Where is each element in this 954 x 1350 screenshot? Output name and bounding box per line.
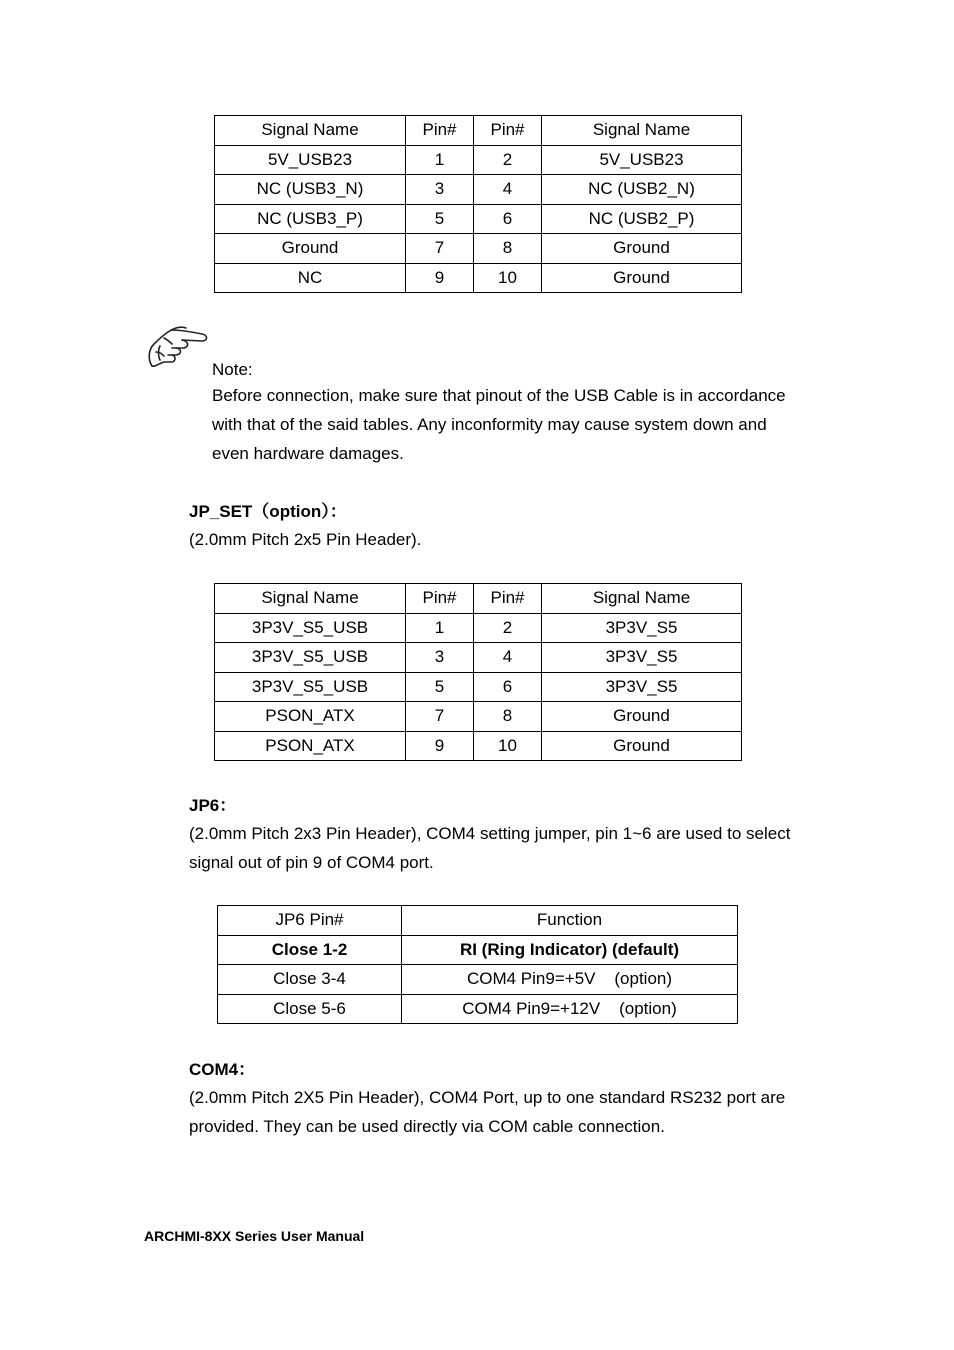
- table-row: [215, 643, 742, 673]
- table-header-row: [215, 584, 742, 614]
- com4-description-line: provided. They can be used directly via COM cable connection.: [189, 1117, 665, 1136]
- table-cell: Ground: [542, 731, 742, 761]
- table-cell: 8: [474, 702, 542, 732]
- table-cell: Close 1-2: [218, 935, 402, 965]
- note-text-line: Before connection, make sure that pinout of the USB Cable is in accordance: [212, 386, 786, 405]
- note-text-line: even hardware damages.: [212, 444, 404, 463]
- jpset-description: (2.0mm Pitch 2x5 Pin Header).: [189, 530, 422, 549]
- table-cell: Ground: [542, 263, 742, 293]
- com4-description-line: (2.0mm Pitch 2X5 Pin Header), COM4 Port, up to one standard RS232 port are: [189, 1088, 786, 1107]
- table-cell: 2: [474, 145, 542, 175]
- table-cell: 3P3V_S5: [542, 613, 742, 643]
- note-label: Note:: [212, 360, 253, 379]
- table-cell: COM4 Pin9=+5V (option): [402, 965, 738, 995]
- header-cell: Function: [402, 906, 738, 936]
- table-cell: 10: [474, 263, 542, 293]
- table-cell: 4: [474, 175, 542, 205]
- table-cell: 6: [474, 204, 542, 234]
- table-cell: NC (USB3_N): [215, 175, 406, 205]
- table-cell: 1: [406, 613, 474, 643]
- page-footer: ARCHMI-8XX Series User Manual: [144, 1228, 365, 1244]
- table-cell: 8: [474, 234, 542, 264]
- table-row: [215, 672, 742, 702]
- table-cell: Ground: [542, 702, 742, 732]
- table-cell: 3P3V_S5_USB: [215, 613, 406, 643]
- table-row-default: [218, 935, 738, 965]
- table-cell: 5V_USB23: [542, 145, 742, 175]
- table-cell: 7: [406, 234, 474, 264]
- jpset-heading: JP_SET（option）：: [189, 502, 347, 521]
- header-cell: Signal Name: [215, 116, 406, 146]
- table-cell: 3P3V_S5: [542, 643, 742, 673]
- table-cell: 5: [406, 672, 474, 702]
- header-cell: Pin#: [406, 116, 474, 146]
- table-row: [218, 965, 738, 995]
- table-cell: Ground: [215, 234, 406, 264]
- table-cell: Ground: [542, 234, 742, 264]
- table-cell: 9: [406, 731, 474, 761]
- table-cell: 7: [406, 702, 474, 732]
- table-cell: 10: [474, 731, 542, 761]
- table-row: [215, 613, 742, 643]
- table-cell: Close 3-4: [218, 965, 402, 995]
- table-cell: 4: [474, 643, 542, 673]
- table-row: [215, 731, 742, 761]
- table-cell: 3P3V_S5: [542, 672, 742, 702]
- jp6-description-line: (2.0mm Pitch 2x3 Pin Header), COM4 setting jumper, pin 1~6 are used to select: [189, 824, 791, 843]
- usb-pinout-table: [214, 115, 742, 293]
- header-cell: Pin#: [474, 116, 542, 146]
- table-cell: NC: [215, 263, 406, 293]
- table-cell: 5: [406, 204, 474, 234]
- header-cell: Pin#: [406, 584, 474, 614]
- table-header-row: [215, 116, 742, 146]
- header-cell: Signal Name: [542, 116, 742, 146]
- table-cell: 3: [406, 175, 474, 205]
- header-cell: Pin#: [474, 584, 542, 614]
- table-row: [218, 994, 738, 1024]
- table-cell: COM4 Pin9=+12V (option): [402, 994, 738, 1024]
- table-header-row: [218, 906, 738, 936]
- table-cell: PSON_ATX: [215, 731, 406, 761]
- note-text-line: with that of the said tables. Any inconformity may cause system down and: [212, 415, 767, 434]
- table-row: [215, 702, 742, 732]
- com4-heading: COM4：: [189, 1060, 256, 1079]
- table-cell: PSON_ATX: [215, 702, 406, 732]
- jp6-heading: JP6：: [189, 796, 237, 815]
- header-cell: JP6 Pin#: [218, 906, 402, 936]
- table-cell: Close 5-6: [218, 994, 402, 1024]
- table-cell: 3P3V_S5_USB: [215, 672, 406, 702]
- table-row: [215, 234, 742, 264]
- jp6-description-line: signal out of pin 9 of COM4 port.: [189, 853, 434, 872]
- jp6-function-table: [217, 905, 738, 1024]
- table-cell: 3P3V_S5_USB: [215, 643, 406, 673]
- table-row: [215, 175, 742, 205]
- header-cell: Signal Name: [215, 584, 406, 614]
- table-cell: 1: [406, 145, 474, 175]
- table-row: [215, 263, 742, 293]
- table-cell: 2: [474, 613, 542, 643]
- table-cell: NC (USB2_P): [542, 204, 742, 234]
- table-cell: 5V_USB23: [215, 145, 406, 175]
- table-row: [215, 204, 742, 234]
- pointing-hand-icon: [146, 322, 210, 374]
- table-cell: 9: [406, 263, 474, 293]
- jpset-pinout-table: [214, 583, 742, 761]
- table-cell: 6: [474, 672, 542, 702]
- table-cell: RI (Ring Indicator) (default): [402, 935, 738, 965]
- table-cell: 3: [406, 643, 474, 673]
- table-row: [215, 145, 742, 175]
- table-cell: NC (USB3_P): [215, 204, 406, 234]
- table-cell: NC (USB2_N): [542, 175, 742, 205]
- header-cell: Signal Name: [542, 584, 742, 614]
